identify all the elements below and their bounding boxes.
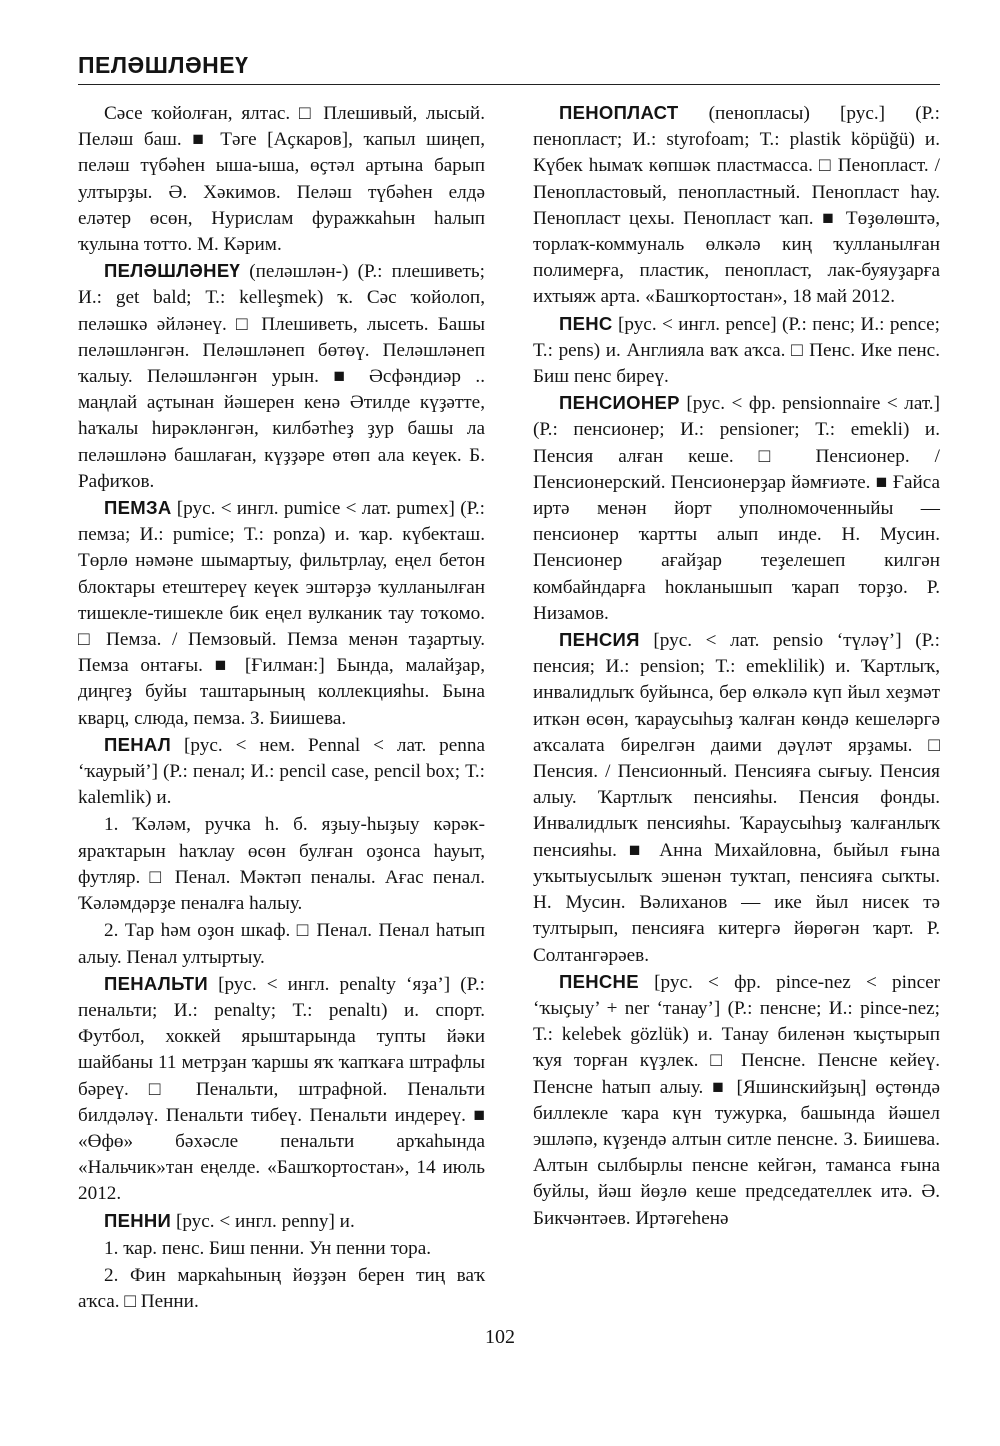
entry-text: (пенопласы) [рус.] (Р.: пенопласт; И.: styrofoam; Т.: plastik köpüğü) и. Күбек һымаҡ көпшәк пластмасса. □ Пенопласт. / Пенопластовый, пенопластный. Пенопласт һау. Пенопласт цехы. Пенопласт ҡап. ■ Төҙөлөштә, торлаҡ-коммуналь өлкәлә киң ҡулланылған полимерға, пластик, пенопласт, лак-буяуҙарға ихтыяж арта. «Башҡортостан», 18 май 2012.	[533, 103, 940, 308]
entry-text: [рус. < ингл. pence] (Р.: пенс; И.: pence; Т.: pens) и. Англияла ваҡ аҡса. □ Пенс. Ике пенс. Биш пенс биреү.	[533, 313, 940, 388]
entry-text: (пеләшлән-) (Р.: плешиветь; И.: get bald; Т.: kelleşmek) ҡ. Сәс ҡойолоп, пеләшкә әйләнеү. □ Плешиветь, лысеть. Башы пеләшләнгән. Пеләшләнеп бөтөү. Пеләшләнеп ҡалыу. Пеләшләнгән урын. ■ Әсфәндиәр .. маңлай аҫтынан йәшерен кенә Әтилде күҙәтте, һаҡалы һирәкләнгән, килбәтһеҙ ҙур башы ла пеләшләнә башлаған, күҙҙәре өтөп ала кеүек. Б. Рафиҡов.	[78, 261, 485, 492]
entry-text: 1. Ҡәләм, ручка һ. б. яҙыу-һыҙыу кәрәк-яраҡтарын һаҡлау өсөн булған оҙонса һауыт, футляр. □ Пенал. Мәктәп пеналы. Ағас пенал. Ҡәләмдәрҙе пеналға һалыу.	[78, 814, 485, 915]
entry	[533, 969, 940, 1232]
left-column	[78, 100, 485, 1315]
headword: ПЕМЗА	[104, 497, 172, 519]
entry-text: [рус. < ингл. penny] и.	[175, 1210, 355, 1232]
headword: ПЕНАЛЬТИ	[104, 972, 208, 994]
entry-text: [рус. < фр. pince-nez < pincer ‘ҡыҫыу’ + ner ‘танау’] (Р.: пенсне; И.: pince-nez; Т.: kelebek gözlük) и. Танау биленән ҡыҫтырып ҡуя торған күҙлек. □ Пенсне. Пенсне кейеү. Пенсне һатып алыу. ■ [Яшинскийҙың] өҫтөндә биллекле ҡара күн тужурка, башында йәшел эшләпә, күҙендә алтын ситле пенсне. З. Биишева. Алтын сылбырлы пенсне кейгән, таманса ғына буйлы, йәш йөҙлө кеше председателлек итә. Ә. Бикчәнтәев. Иртәгеһенә	[533, 971, 940, 1229]
entry	[78, 1262, 485, 1315]
entry-text: [рус. < фр. pensionnaire < лат.] (Р.: пенсионер; И.: pensioner; Т.: emekli) и. Пенсия алған кеше. □ Пенсионер. / Пенсионерский. Пенсионерҙар йәмғиәте. ■ Ғайса иртә менән йорт уполномоченныйы — пенсионер ҡартты алып инде. Н. Мусин. Пенсионер ағайҙар теҙелешеп килгән комбайндарға һокланышып ҡарап торҙо. Р. Низамов.	[533, 393, 940, 624]
headword: ПЕЛӘШЛӘНЕҮ	[104, 260, 241, 282]
entry	[533, 100, 940, 311]
entry	[533, 627, 940, 969]
entry	[78, 495, 485, 732]
page-number: 102	[485, 1326, 515, 1348]
entry-text: [рус. < нем. Pennal < лат. penna ‘ҡаурый’] (Р.: пенал; И.: pencil case, pencil box; Т.: kalemlik) и.	[78, 734, 485, 809]
entry-text: [рус. < лат. pensio ‘түләү’] (Р.: пенсия; И.: pension; Т.: emeklilik) и. Ҡартлыҡ, инвалидлыҡ буйынса, бер өлкәлә күп йыл хеҙмәт иткән өсөн, ҡараусыһыҙ ҡалған көндә кешеләргә аҡсалата бирелгән даими дәүләт ярҙамы. □ Пенсия. / Пенсионный. Пенсияға сығыу. Пенсия алыу. Ҡартлыҡ пенсияһы. Пенсия фонды. Инвалидлыҡ пенсияһы. Ҡараусыһыҙ ҡалғанлыҡ пенсияһы. ■ Анна Михайловна, быйыл ғына уҡытыусылыҡ эшенән туҡтап, пенсияға сыҡты. Н. Мусин. Вәлиханов — ике йыл нисек тә тултырып, пенсияға китергә йөрөгән ҡарт. Р. Солтангәрәев.	[533, 630, 940, 966]
entry-text: 2. Фин маркаһының йөҙҙән берен тиң ваҡ аҡса. □ Пенни.	[78, 1264, 485, 1313]
entry	[78, 1235, 485, 1262]
entry	[533, 311, 940, 391]
entry	[78, 100, 485, 258]
entry-text: [рус. < ингл. pumice < лат. pumex] (Р.: пемза; И.: pumice; Т.: ponza) и. ҡар. күбекташ. Төрлө нәмәне шымартыу, фильтрлау, еңел бетон блоктары етештереү кеүек эштәрҙә ҡулланылған тишекле-тишекле бик еңел вулканик тау тоҡомо. □ Пемза. / Пемзовый. Пемза менән таҙартыу. Пемза онтағы. ■ [Ғилман:] Бында, малайҙар, диңгеҙ буйы таштарының коллекцияһы. Бына кварц, слюда, пемза. З. Биишева.	[78, 498, 486, 729]
entry-text: Сәсе ҡойолған, ялтас. □ Плешивый, лысый. Пеләш баш. ■ Тәге [Аҫкаров], ҡапыл шиңеп, пеләш түбәһен ыша-ыша, өҫтәл артына барып ултырҙы. Ә. Хәкимов. Пеләш түбәһен елдә еләтер өсөн, Нурислам фуражкаһын һалып ҡулына тотто. М. Кәрим.	[78, 103, 485, 256]
headword: ПЕНСИЯ	[559, 629, 640, 651]
entry	[78, 971, 485, 1208]
entry-text: [рус. < ингл. penalty ‘яҙа’] (Р.: пенальти; И.: penalty; Т.: penaltı) и. спорт. Футбол, хоккей ярыштарында тупты йәки шайбаны 11 метрҙан ҡаршы яҡ ҡапҡаға штрафлы бәреү. □ Пенальти, штрафной. Пенальти билдәләү. Пенальти тибеү. Пенальти индереү. ■ «Өфө» бәхәсле пенальти арҡаһында «Нальчик»тан еңелде. «Башҡортостан», 14 июль 2012.	[78, 973, 485, 1205]
headword: ПЕНСИОНЕР	[559, 392, 680, 414]
entry	[78, 258, 485, 495]
entry-text: 2. Тар һәм оҙон шкаф. □ Пенал. Пенал һатып алыу. Пенал ултыртыу.	[78, 920, 485, 968]
running-head: ПЕЛӘШЛӘНЕҮ	[78, 52, 249, 78]
headword: ПЕНОПЛАСТ	[559, 102, 679, 123]
headword: ПЕНАЛ	[104, 733, 172, 755]
entry	[78, 732, 485, 812]
entry	[533, 390, 940, 627]
header-rule	[78, 84, 940, 85]
entry-text: 1. ҡар. пенс. Биш пенни. Ун пенни тора.	[104, 1237, 432, 1259]
entry	[78, 1208, 485, 1235]
headword: ПЕНСНЕ	[559, 970, 639, 992]
entry	[78, 917, 485, 970]
headword: ПЕНС	[559, 312, 613, 334]
entry	[78, 811, 485, 917]
headword: ПЕННИ	[104, 1209, 172, 1231]
right-column	[533, 100, 940, 1232]
